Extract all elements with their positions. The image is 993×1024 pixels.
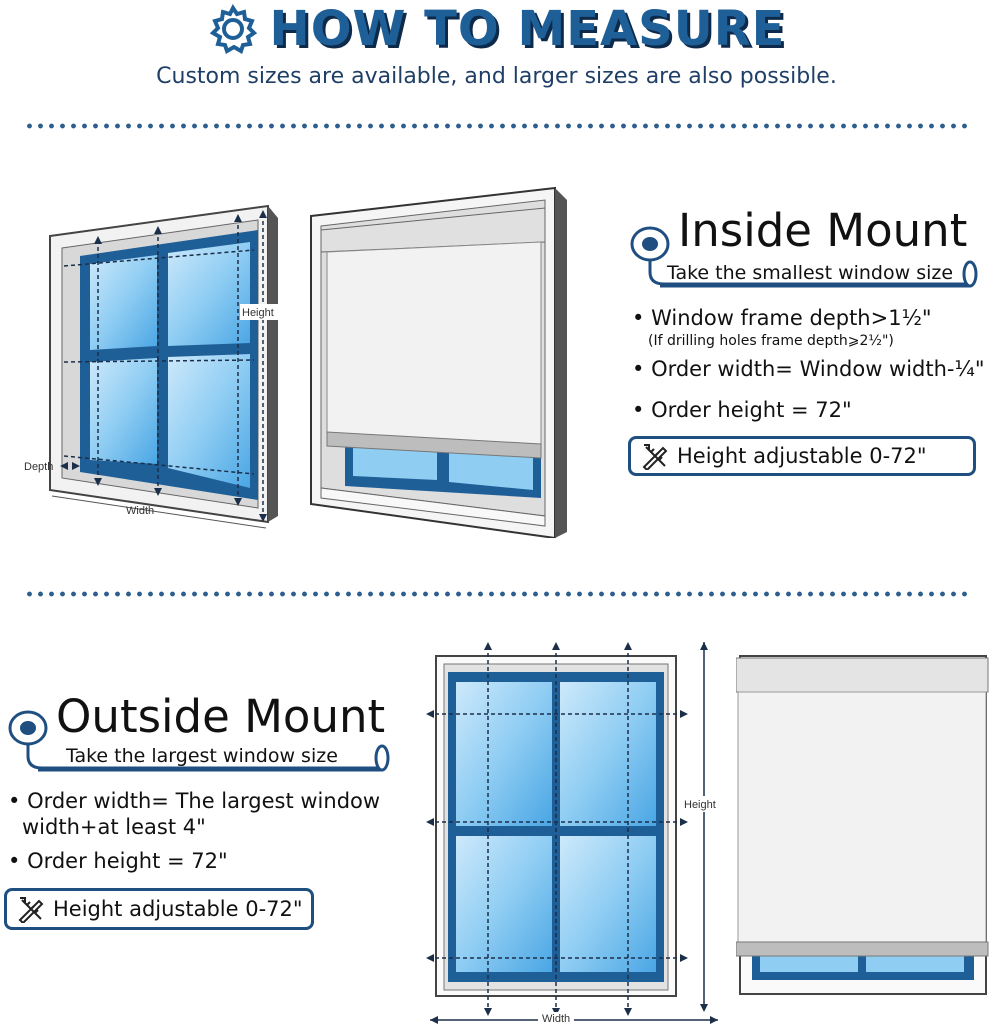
label-height: Height	[242, 307, 274, 319]
page-subtitle: Custom sizes are available, and larger sizes are also possible.	[156, 64, 837, 89]
inside-bullet-note: (If drilling holes frame depth⩾2½")	[648, 333, 894, 349]
inside-bullet-1: • Window frame depth>1½"	[632, 306, 932, 330]
page-title: HOW TO MEASURE	[269, 1, 786, 57]
inside-mount-title: Inside Mount	[678, 204, 968, 257]
inside-mount-ribbon-text: Take the smallest window size	[667, 262, 954, 284]
outside-mount-ribbon-text: Take the largest window size	[66, 745, 338, 767]
inside-mount-shade-diagram	[305, 186, 575, 538]
header	[0, 0, 993, 58]
inside-mount-measure-diagram	[18, 200, 288, 530]
outside-bullet-1-cont: width+at least 4"	[22, 815, 206, 839]
label-height-outside: Height	[684, 799, 716, 811]
inside-adjustable-text: Height adjustable 0-72"	[677, 444, 927, 468]
label-width-outside: Width	[542, 1013, 571, 1024]
outside-bullet-2: • Order height = 72"	[8, 849, 228, 873]
inside-bullet-2: • Order width= Window width-¼"	[632, 357, 985, 381]
gear-icon	[208, 4, 258, 54]
label-depth: Depth	[24, 461, 54, 473]
divider-top	[24, 123, 970, 129]
outside-bullet-1: • Order width= The largest window	[8, 789, 381, 813]
outside-mount-shade-diagram	[736, 652, 992, 998]
inside-bullet-3: • Order height = 72"	[632, 398, 852, 422]
ruler-pencil-icon	[17, 895, 45, 923]
label-width: Width	[126, 505, 155, 517]
ruler-pencil-icon	[641, 442, 669, 470]
inside-adjustable-box	[628, 436, 976, 476]
outside-adjustable-box	[4, 888, 314, 930]
outside-adjustable-text: Height adjustable 0-72"	[53, 897, 303, 921]
outside-mount-measure-diagram	[424, 640, 724, 1024]
outside-mount-title: Outside Mount	[56, 690, 386, 743]
divider-middle	[24, 591, 970, 597]
